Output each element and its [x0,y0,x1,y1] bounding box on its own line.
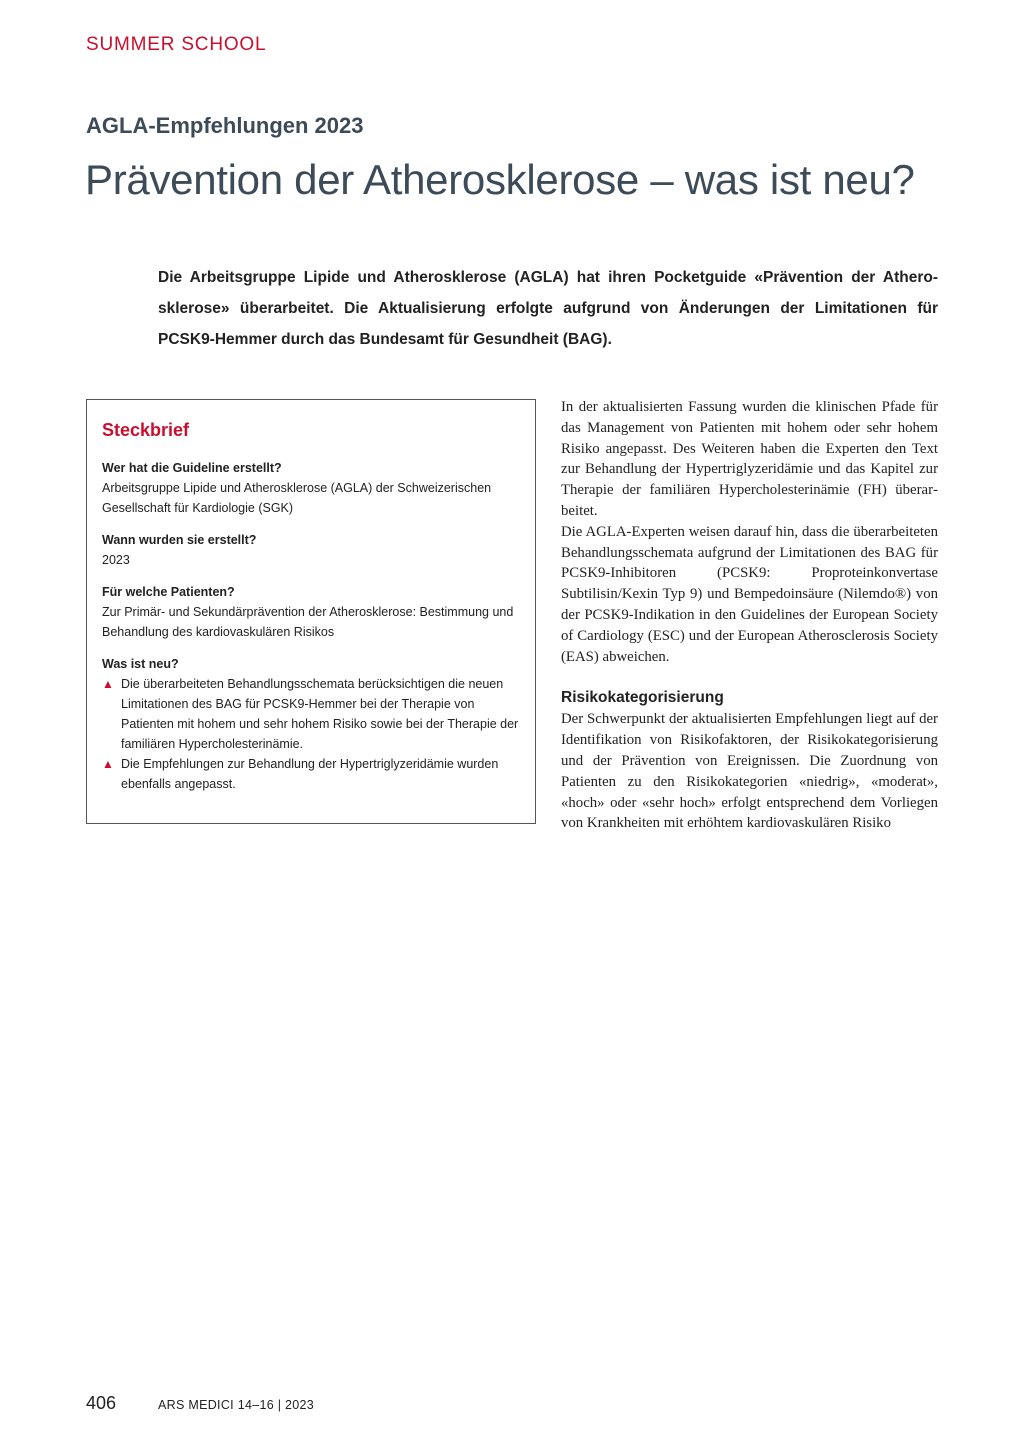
factbox-question: Für welche Patienten? [102,585,235,599]
article-kicker: AGLA-Empfehlungen 2023 [86,113,364,138]
factbox-title: Steckbrief [102,420,190,440]
triangle-bullet-icon: ▲ [102,757,114,771]
triangle-bullet-icon: ▲ [102,677,114,691]
factbox-answer: Zur Primär- und Sekundärprävention der Atherosklerose: Bestimmung und Behandlung des kardiovaskulären Risikos [102,605,514,639]
factbox-answer: Arbeitsgruppe Lipide und Atherosklerose (AGLA) der Schweizerischen Gesellschaft für Kardiologie (SGK) [102,481,492,515]
factbox [86,399,536,824]
article-title: Prävention der Atherosklerose – was ist neu? [85,156,915,203]
page-number: 406 [86,1393,117,1413]
factbox-question: Was ist neu? [102,657,179,671]
factbox-list [102,674,521,794]
factbox-list-item [102,674,521,754]
section-heading: Risikokategorisierung [561,689,724,707]
factbox-answer: 2023 [102,553,130,567]
body-column [561,397,938,834]
article-lead: Die Arbeitsgruppe Lipide und Atherosklerose (AGLA) hat ihren Pocketguide «Prävention der Atherosklerose» überarbeitet. Die Aktualisierung erfolgte aufgrund von Änderungen der Limitationen für PCSK9-Hemmer durch das Bundesamt für Gesundheit (BAG). [158,269,938,348]
body-paragraph: In der aktualisierten Fassung wurden die klinischen Pfade für das Management von Patienten mit hohem oder sehr hohem Risiko angepasst. Des Weiteren haben die Experten den Text zur Behandlung der Hypertriglyzeridämie und das Kapitel zur Therapie der familiären Hypercholesterinämie (FH) überarbeitet. [561,399,938,519]
factbox-list-item [102,754,521,794]
body-paragraph: Die AGLA-Experten weisen darauf hin, dass die überarbeiteten Behandlungsschemata aufgrund der Limitationen des BAG für PCSK9-Inhibitoren (PCSK9: Proproteinkonvertase Subtilisin/Kexin Typ 9) und Bempedoinsäure (Nilemdo®) von der PCSK9-Indikation in den Guidelines der European Society of Cardiology (ESC) und der European Atherosclerosis Society (EAS) abweichen. [561,523,938,665]
factbox-list-text: Die überarbeiteten Behandlungsschemata berücksichtigen die neuen Limitationen des BAG für PCSK9-Hemmer bei der Therapie von Patienten mit hohem und sehr hohem Risiko sowie bei der Therapie der familiären Hypercholesterinämie. [121,677,519,751]
body-paragraph: Der Schwerpunkt der aktualisierten Empfehlungen liegt auf der Identifikation von Risikofaktoren, der Risikokategorisierung und der Prävention von Ereignissen. Die Zuordnung von Patienten zu den Risikokategorien «niedrig», «moderat», «hoch» oder «sehr hoch» erfolgt entsprechend dem Vorliegen von Krankheiten mit erhöhtem kardiovaskulären Risiko [561,711,938,832]
journal-info: ARS MEDICI 14–16 | 2023 [158,1398,315,1412]
factbox-question: Wann wurden sie erstellt? [102,533,257,547]
factbox-question: Wer hat die Guideline erstellt? [102,461,282,475]
factbox-list-text: Die Empfehlungen zur Behandlung der Hypertriglyzeridämie wurden ebenfalls angepasst. [121,757,499,791]
section-label: SUMMER SCHOOL [86,34,267,55]
